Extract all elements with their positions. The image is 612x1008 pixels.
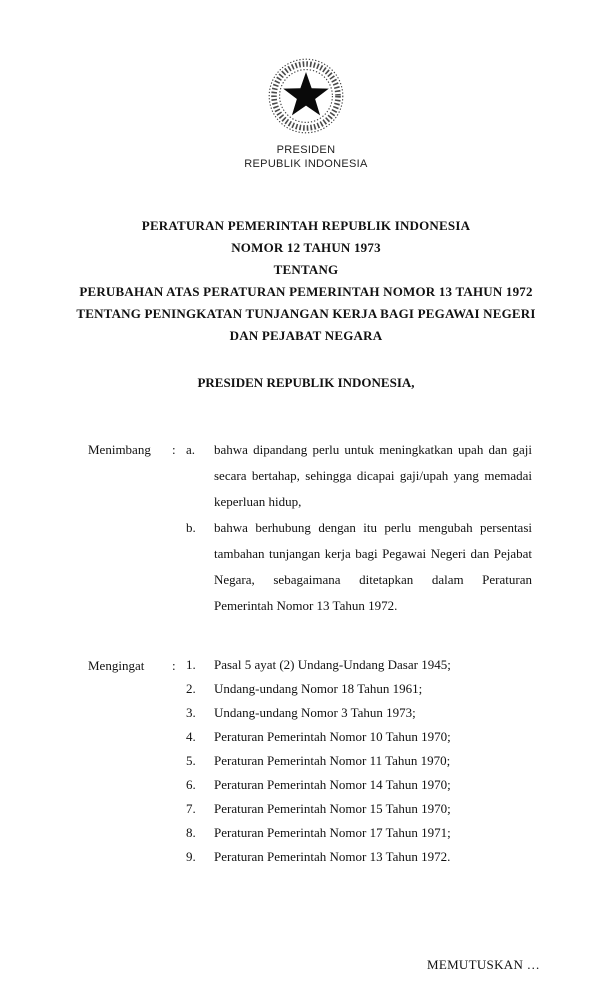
list-item [186, 821, 532, 845]
list-item [186, 773, 532, 797]
continuation-marker: MEMUTUSKAN … [426, 957, 540, 972]
section-menimbang-label: Menimbang [88, 442, 151, 457]
title-line-6: DAN PEJABAT NEGARA [229, 328, 383, 343]
seal-caption [0, 143, 612, 171]
item-marker: 2. [186, 681, 196, 696]
list-item [186, 437, 532, 515]
title-line-4: PERUBAHAN ATAS PERATURAN PEMERINTAH NOMOR 13 TAHUN 1972 [79, 284, 533, 299]
item-text: bahwa berhubung dengan itu perlu mengubah persentasi tambahan tunjangan kerja bagi Pegawai Negeri dan Pejabat Negara, sebagaimana ditetapkan dalam Peraturan Pemerintah Nomor 13 Tahun 1972. [214, 520, 532, 613]
item-text: Undang-undang Nomor 3 Tahun 1973; [214, 705, 416, 720]
section-menimbang-colon: : [172, 442, 176, 457]
seal-header [0, 0, 612, 171]
section-mengingat-colon: : [172, 658, 176, 673]
item-marker: b. [186, 520, 196, 535]
item-marker: 9. [186, 849, 196, 864]
list-item [186, 797, 532, 821]
item-text: Peraturan Pemerintah Nomor 15 Tahun 1970; [214, 801, 451, 816]
section-menimbang-items [186, 437, 532, 619]
salutation: PRESIDEN REPUBLIK INDONESIA, [197, 375, 415, 390]
item-marker: 6. [186, 777, 196, 792]
regulation-title [0, 215, 612, 347]
item-text: Peraturan Pemerintah Nomor 17 Tahun 1971; [214, 825, 451, 840]
seal-caption-line1: PRESIDEN [276, 144, 336, 156]
list-item [186, 845, 532, 869]
title-line-5: TENTANG PENINGKATAN TUNJANGAN KERJA BAGI PEGAWAI NEGERI [76, 306, 536, 321]
item-text: Peraturan Pemerintah Nomor 13 Tahun 1972. [214, 849, 451, 864]
list-item [186, 515, 532, 619]
title-line-2: NOMOR 12 TAHUN 1973 [231, 240, 381, 255]
section-mengingat [88, 653, 532, 869]
item-text: Undang-undang Nomor 18 Tahun 1961; [214, 681, 423, 696]
item-marker: 4. [186, 729, 196, 744]
section-mengingat-items [186, 653, 532, 869]
item-text: Peraturan Pemerintah Nomor 10 Tahun 1970; [214, 729, 451, 744]
item-marker: 5. [186, 753, 196, 768]
list-item [186, 749, 532, 773]
list-item [186, 653, 532, 677]
section-menimbang [88, 437, 532, 619]
item-text: Peraturan Pemerintah Nomor 11 Tahun 1970; [214, 753, 451, 768]
item-marker: 7. [186, 801, 196, 816]
seal-caption-line2: REPUBLIK INDONESIA [244, 158, 368, 170]
item-text: bahwa dipandang perlu untuk meningkatkan upah dan gaji secara bertahap, sehingga dicapai gaji/upah yang memadai keperluan hidup, [214, 442, 532, 509]
item-marker: 8. [186, 825, 196, 840]
title-line-3: TENTANG [273, 262, 339, 277]
item-text: Pasal 5 ayat (2) Undang-Undang Dasar 1945; [214, 657, 451, 672]
item-marker: 1. [186, 657, 196, 672]
item-text: Peraturan Pemerintah Nomor 14 Tahun 1970; [214, 777, 451, 792]
section-mengingat-label: Mengingat [88, 658, 145, 673]
presidential-seal-icon [266, 56, 346, 136]
list-item [186, 701, 532, 725]
list-item [186, 725, 532, 749]
list-item [186, 677, 532, 701]
item-marker: 3. [186, 705, 196, 720]
item-marker: a. [186, 442, 196, 457]
title-line-1: PERATURAN PEMERINTAH REPUBLIK INDONESIA [141, 218, 471, 233]
